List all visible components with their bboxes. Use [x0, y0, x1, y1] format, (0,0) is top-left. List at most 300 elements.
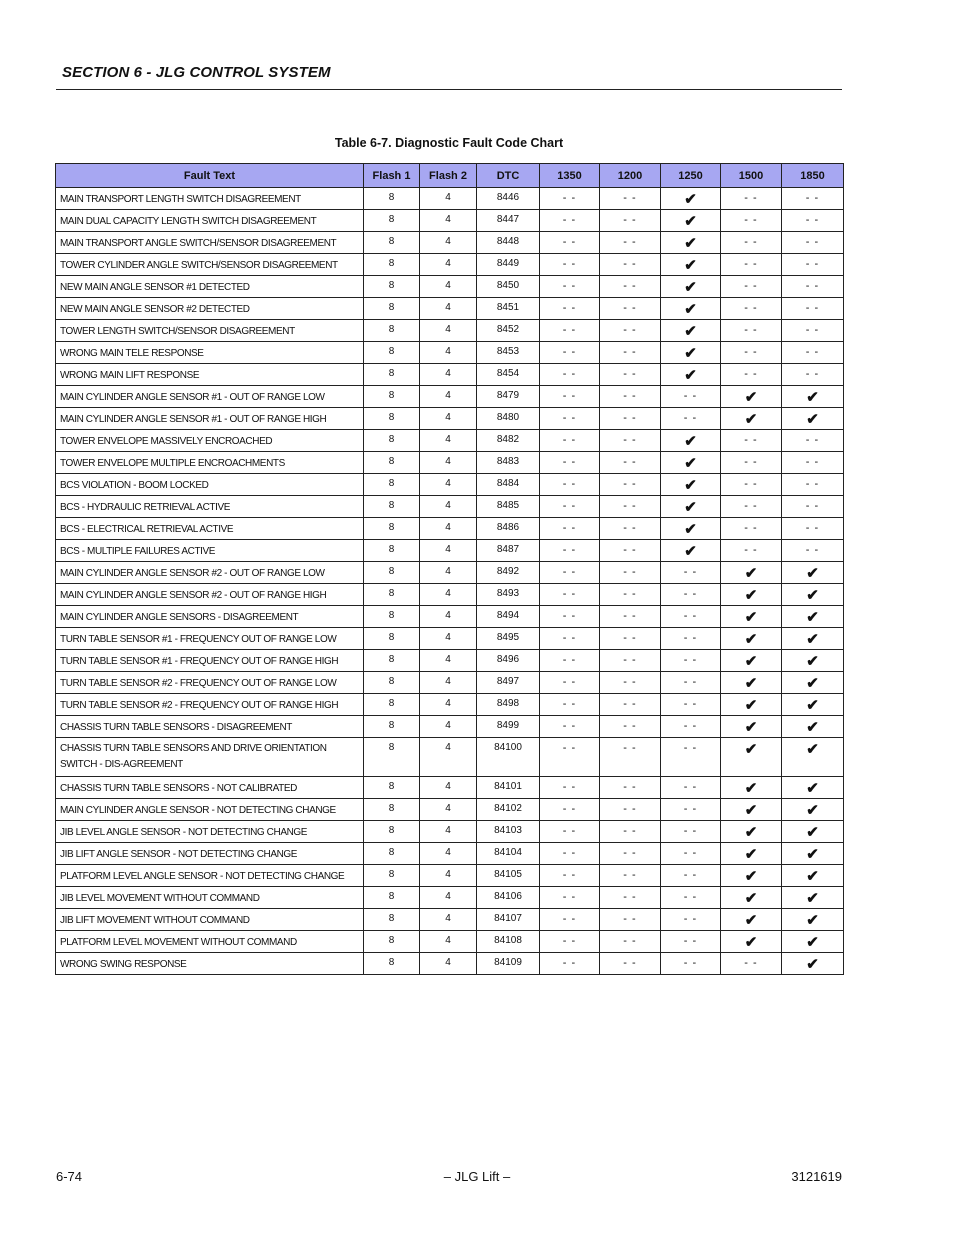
model-1250-cell	[661, 474, 721, 496]
model-1850-cell	[782, 887, 844, 909]
model-1850-cell	[782, 650, 844, 672]
model-1250-cell	[661, 628, 721, 650]
model-1200-cell	[600, 562, 661, 584]
table-row	[56, 909, 844, 931]
model-1350-cell	[540, 953, 600, 975]
checkmark-icon: ✔	[806, 824, 819, 841]
not-applicable-mark: - -	[744, 456, 758, 468]
table-row	[56, 738, 844, 777]
dtc-cell: 84108	[477, 931, 540, 953]
checkmark-icon: ✔	[744, 631, 758, 648]
model-1200-cell	[600, 386, 661, 408]
dtc-cell: 8495	[477, 628, 540, 650]
flash-1-cell: 8	[364, 210, 420, 232]
model-1500-cell	[721, 777, 782, 799]
not-applicable-mark: - -	[805, 544, 820, 556]
dtc-cell: 84106	[477, 887, 540, 909]
dtc-cell: 84101	[477, 777, 540, 799]
model-1250-cell	[661, 716, 721, 738]
model-1250-cell	[661, 386, 721, 408]
not-applicable-mark: - -	[744, 957, 758, 969]
flash-2-cell: 4	[420, 672, 477, 694]
table-row	[56, 430, 844, 452]
not-applicable-mark: - -	[744, 258, 758, 270]
model-1200-cell	[600, 342, 661, 364]
model-1200-cell	[600, 887, 661, 909]
model-1250-cell	[661, 738, 721, 777]
model-1500-cell	[721, 672, 782, 694]
flash-1-cell: 8	[364, 320, 420, 342]
flash-2-cell: 4	[420, 276, 477, 298]
not-applicable-mark: - -	[744, 346, 758, 358]
table-caption: Table 6-7. Diagnostic Fault Code Chart	[334, 136, 564, 150]
not-applicable-mark: - -	[623, 368, 637, 380]
model-1350-cell	[540, 386, 600, 408]
flash-1-cell: 8	[364, 298, 420, 320]
dtc-cell: 84107	[477, 909, 540, 931]
checkmark-icon: ✔	[684, 433, 697, 450]
flash-2-cell: 4	[420, 799, 477, 821]
model-1200-cell	[600, 188, 661, 210]
footer-brand: – JLG Lift –	[443, 1169, 511, 1184]
checkmark-icon: ✔	[806, 411, 819, 428]
model-1850-cell	[782, 821, 844, 843]
not-applicable-mark: - -	[805, 434, 820, 446]
not-applicable-mark: - -	[562, 803, 577, 815]
table-row	[56, 931, 844, 953]
dtc-cell: 84100	[477, 738, 540, 777]
flash-1-cell: 8	[364, 865, 420, 887]
flash-2-cell: 4	[420, 953, 477, 975]
column-header-1350: 1350	[540, 164, 600, 188]
table-row	[56, 606, 844, 628]
model-1350-cell	[540, 821, 600, 843]
model-1350-cell	[540, 430, 600, 452]
flash-1-cell: 8	[364, 738, 420, 777]
not-applicable-mark: - -	[623, 742, 637, 754]
fault-text-cell: TURN TABLE SENSOR #1 - FREQUENCY OUT OF RANGE HIGH	[56, 650, 364, 672]
model-1350-cell	[540, 865, 600, 887]
model-1500-cell	[721, 188, 782, 210]
table-row	[56, 276, 844, 298]
model-1850-cell	[782, 518, 844, 540]
not-applicable-mark: - -	[623, 588, 637, 600]
not-applicable-mark: - -	[683, 847, 698, 859]
checkmark-icon: ✔	[684, 499, 697, 516]
model-1500-cell	[721, 364, 782, 386]
model-1850-cell	[782, 386, 844, 408]
model-1350-cell	[540, 738, 600, 777]
model-1250-cell	[661, 540, 721, 562]
model-1200-cell	[600, 777, 661, 799]
checkmark-icon: ✔	[744, 411, 758, 428]
dtc-cell: 8453	[477, 342, 540, 364]
checkmark-icon: ✔	[684, 191, 697, 208]
dtc-cell: 8447	[477, 210, 540, 232]
not-applicable-mark: - -	[683, 654, 698, 666]
flash-2-cell: 4	[420, 843, 477, 865]
not-applicable-mark: - -	[562, 280, 577, 292]
not-applicable-mark: - -	[562, 781, 577, 793]
dtc-cell: 8482	[477, 430, 540, 452]
model-1850-cell	[782, 540, 844, 562]
model-1350-cell	[540, 342, 600, 364]
checkmark-icon: ✔	[806, 780, 819, 797]
flash-2-cell: 4	[420, 540, 477, 562]
flash-2-cell: 4	[420, 210, 477, 232]
model-1200-cell	[600, 408, 661, 430]
diagnostic-fault-code-table	[55, 163, 844, 975]
not-applicable-mark: - -	[683, 781, 698, 793]
table-row	[56, 650, 844, 672]
table-row	[56, 887, 844, 909]
fault-text-cell: TOWER LENGTH SWITCH/SENSOR DISAGREEMENT	[56, 320, 364, 342]
checkmark-icon: ✔	[744, 780, 758, 797]
table-row	[56, 342, 844, 364]
flash-1-cell: 8	[364, 408, 420, 430]
model-1250-cell	[661, 342, 721, 364]
not-applicable-mark: - -	[805, 258, 820, 270]
fault-text-cell: PLATFORM LEVEL ANGLE SENSOR - NOT DETECTING CHANGE	[56, 865, 364, 887]
fault-text-cell: CHASSIS TURN TABLE SENSORS - NOT CALIBRATED	[56, 777, 364, 799]
model-1850-cell	[782, 672, 844, 694]
model-1350-cell	[540, 562, 600, 584]
dtc-cell: 8492	[477, 562, 540, 584]
flash-1-cell: 8	[364, 386, 420, 408]
not-applicable-mark: - -	[744, 324, 758, 336]
model-1200-cell	[600, 953, 661, 975]
not-applicable-mark: - -	[683, 698, 698, 710]
table-row	[56, 210, 844, 232]
not-applicable-mark: - -	[562, 720, 577, 732]
model-1500-cell	[721, 799, 782, 821]
flash-2-cell: 4	[420, 320, 477, 342]
not-applicable-mark: - -	[744, 368, 758, 380]
not-applicable-mark: - -	[744, 302, 758, 314]
model-1500-cell	[721, 843, 782, 865]
model-1500-cell	[721, 606, 782, 628]
not-applicable-mark: - -	[623, 522, 637, 534]
model-1850-cell	[782, 909, 844, 931]
flash-2-cell: 4	[420, 474, 477, 496]
model-1200-cell	[600, 364, 661, 386]
not-applicable-mark: - -	[623, 390, 637, 402]
model-1200-cell	[600, 821, 661, 843]
model-1200-cell	[600, 540, 661, 562]
model-1350-cell	[540, 777, 600, 799]
checkmark-icon: ✔	[806, 587, 819, 604]
model-1350-cell	[540, 672, 600, 694]
model-1500-cell	[721, 496, 782, 518]
model-1200-cell	[600, 865, 661, 887]
model-1850-cell	[782, 430, 844, 452]
not-applicable-mark: - -	[562, 698, 577, 710]
dtc-cell: 8499	[477, 716, 540, 738]
model-1350-cell	[540, 716, 600, 738]
model-1850-cell	[782, 584, 844, 606]
not-applicable-mark: - -	[562, 368, 577, 380]
flash-1-cell: 8	[364, 909, 420, 931]
model-1200-cell	[600, 298, 661, 320]
table-row	[56, 474, 844, 496]
not-applicable-mark: - -	[623, 412, 637, 424]
column-header-1250: 1250	[661, 164, 721, 188]
not-applicable-mark: - -	[623, 676, 637, 688]
fault-text-cell: CHASSIS TURN TABLE SENSORS AND DRIVE ORIENTATION SWITCH - DIS-AGREEMENT	[56, 738, 364, 777]
model-1200-cell	[600, 232, 661, 254]
model-1350-cell	[540, 540, 600, 562]
page-number: 6-74	[56, 1169, 83, 1184]
not-applicable-mark: - -	[562, 957, 577, 969]
table-row	[56, 408, 844, 430]
not-applicable-mark: - -	[744, 192, 758, 204]
model-1850-cell	[782, 298, 844, 320]
dtc-cell: 8479	[477, 386, 540, 408]
checkmark-icon: ✔	[744, 719, 758, 736]
flash-2-cell: 4	[420, 931, 477, 953]
model-1500-cell	[721, 562, 782, 584]
flash-1-cell: 8	[364, 540, 420, 562]
flash-1-cell: 8	[364, 887, 420, 909]
dtc-cell: 8451	[477, 298, 540, 320]
not-applicable-mark: - -	[623, 500, 637, 512]
not-applicable-mark: - -	[562, 654, 577, 666]
table-row	[56, 298, 844, 320]
not-applicable-mark: - -	[805, 478, 820, 490]
model-1250-cell	[661, 650, 721, 672]
model-1850-cell	[782, 843, 844, 865]
not-applicable-mark: - -	[744, 236, 758, 248]
fault-text-cell: TOWER ENVELOPE MULTIPLE ENCROACHMENTS	[56, 452, 364, 474]
table-row	[56, 799, 844, 821]
model-1850-cell	[782, 865, 844, 887]
model-1250-cell	[661, 821, 721, 843]
not-applicable-mark: - -	[562, 478, 577, 490]
table-row	[56, 777, 844, 799]
fault-text-cell: MAIN CYLINDER ANGLE SENSOR - NOT DETECTING CHANGE	[56, 799, 364, 821]
not-applicable-mark: - -	[562, 302, 577, 314]
not-applicable-mark: - -	[623, 935, 637, 947]
fault-text-cell: MAIN CYLINDER ANGLE SENSOR #1 - OUT OF RANGE HIGH	[56, 408, 364, 430]
fault-text-cell: TOWER ENVELOPE MASSIVELY ENCROACHED	[56, 430, 364, 452]
model-1250-cell	[661, 931, 721, 953]
not-applicable-mark: - -	[683, 891, 698, 903]
flash-1-cell: 8	[364, 716, 420, 738]
model-1250-cell	[661, 909, 721, 931]
table-row	[56, 540, 844, 562]
model-1500-cell	[721, 474, 782, 496]
model-1350-cell	[540, 254, 600, 276]
checkmark-icon: ✔	[684, 257, 697, 274]
model-1850-cell	[782, 799, 844, 821]
not-applicable-mark: - -	[562, 500, 577, 512]
checkmark-icon: ✔	[806, 697, 819, 714]
model-1850-cell	[782, 364, 844, 386]
not-applicable-mark: - -	[805, 192, 820, 204]
not-applicable-mark: - -	[805, 236, 820, 248]
model-1500-cell	[721, 298, 782, 320]
not-applicable-mark: - -	[562, 522, 577, 534]
model-1250-cell	[661, 694, 721, 716]
model-1200-cell	[600, 843, 661, 865]
flash-1-cell: 8	[364, 254, 420, 276]
not-applicable-mark: - -	[744, 478, 758, 490]
not-applicable-mark: - -	[683, 610, 698, 622]
table-body	[56, 188, 844, 975]
model-1850-cell	[782, 474, 844, 496]
model-1350-cell	[540, 799, 600, 821]
model-1850-cell	[782, 606, 844, 628]
model-1500-cell	[721, 254, 782, 276]
not-applicable-mark: - -	[623, 957, 637, 969]
checkmark-icon: ✔	[806, 675, 819, 692]
checkmark-icon: ✔	[684, 477, 697, 494]
checkmark-icon: ✔	[806, 565, 819, 582]
dtc-cell: 8497	[477, 672, 540, 694]
model-1250-cell	[661, 298, 721, 320]
flash-1-cell: 8	[364, 364, 420, 386]
model-1500-cell	[721, 232, 782, 254]
flash-1-cell: 8	[364, 496, 420, 518]
not-applicable-mark: - -	[683, 566, 698, 578]
flash-2-cell: 4	[420, 188, 477, 210]
checkmark-icon: ✔	[744, 675, 758, 692]
model-1250-cell	[661, 843, 721, 865]
not-applicable-mark: - -	[623, 236, 637, 248]
fault-text-cell: TURN TABLE SENSOR #1 - FREQUENCY OUT OF RANGE LOW	[56, 628, 364, 650]
column-header-fault-text: Fault Text	[56, 164, 364, 188]
fault-text-cell: MAIN TRANSPORT LENGTH SWITCH DISAGREEMENT	[56, 188, 364, 210]
flash-1-cell: 8	[364, 606, 420, 628]
table-row	[56, 953, 844, 975]
flash-1-cell: 8	[364, 843, 420, 865]
flash-1-cell: 8	[364, 474, 420, 496]
model-1500-cell	[721, 540, 782, 562]
dtc-cell: 8450	[477, 276, 540, 298]
model-1200-cell	[600, 320, 661, 342]
model-1850-cell	[782, 716, 844, 738]
dtc-cell: 8480	[477, 408, 540, 430]
model-1250-cell	[661, 887, 721, 909]
model-1200-cell	[600, 452, 661, 474]
model-1250-cell	[661, 408, 721, 430]
checkmark-icon: ✔	[744, 565, 758, 582]
flash-1-cell: 8	[364, 430, 420, 452]
model-1500-cell	[721, 584, 782, 606]
model-1250-cell	[661, 672, 721, 694]
model-1250-cell	[661, 865, 721, 887]
not-applicable-mark: - -	[744, 280, 758, 292]
not-applicable-mark: - -	[683, 935, 698, 947]
flash-2-cell: 4	[420, 650, 477, 672]
model-1200-cell	[600, 799, 661, 821]
table-row	[56, 386, 844, 408]
checkmark-icon: ✔	[806, 890, 819, 907]
model-1350-cell	[540, 364, 600, 386]
model-1850-cell	[782, 188, 844, 210]
flash-2-cell: 4	[420, 562, 477, 584]
dtc-cell: 8493	[477, 584, 540, 606]
not-applicable-mark: - -	[623, 544, 637, 556]
checkmark-icon: ✔	[806, 653, 819, 670]
not-applicable-mark: - -	[562, 825, 577, 837]
fault-text-cell: JIB LEVEL ANGLE SENSOR - NOT DETECTING CHANGE	[56, 821, 364, 843]
flash-1-cell: 8	[364, 821, 420, 843]
flash-2-cell: 4	[420, 254, 477, 276]
column-header-1850: 1850	[782, 164, 844, 188]
not-applicable-mark: - -	[623, 698, 637, 710]
fault-text-cell: JIB LIFT ANGLE SENSOR - NOT DETECTING CHANGE	[56, 843, 364, 865]
not-applicable-mark: - -	[623, 214, 637, 226]
model-1500-cell	[721, 628, 782, 650]
not-applicable-mark: - -	[623, 891, 637, 903]
model-1500-cell	[721, 909, 782, 931]
not-applicable-mark: - -	[805, 324, 820, 336]
model-1850-cell	[782, 931, 844, 953]
not-applicable-mark: - -	[562, 544, 577, 556]
table-row	[56, 562, 844, 584]
model-1850-cell	[782, 953, 844, 975]
model-1350-cell	[540, 694, 600, 716]
checkmark-icon: ✔	[744, 912, 758, 929]
checkmark-icon: ✔	[744, 653, 758, 670]
not-applicable-mark: - -	[623, 456, 637, 468]
not-applicable-mark: - -	[562, 891, 577, 903]
model-1850-cell	[782, 342, 844, 364]
fault-text-cell: MAIN DUAL CAPACITY LENGTH SWITCH DISAGREEMENT	[56, 210, 364, 232]
not-applicable-mark: - -	[562, 346, 577, 358]
model-1200-cell	[600, 518, 661, 540]
checkmark-icon: ✔	[744, 389, 758, 406]
model-1500-cell	[721, 518, 782, 540]
model-1350-cell	[540, 931, 600, 953]
not-applicable-mark: - -	[623, 913, 637, 925]
fault-text-cell: BCS - MULTIPLE FAILURES ACTIVE	[56, 540, 364, 562]
dtc-cell: 8454	[477, 364, 540, 386]
model-1200-cell	[600, 254, 661, 276]
dtc-cell: 84103	[477, 821, 540, 843]
model-1850-cell	[782, 562, 844, 584]
dtc-cell: 84109	[477, 953, 540, 975]
model-1200-cell	[600, 931, 661, 953]
checkmark-icon: ✔	[806, 912, 819, 929]
not-applicable-mark: - -	[623, 654, 637, 666]
not-applicable-mark: - -	[623, 566, 637, 578]
not-applicable-mark: - -	[562, 676, 577, 688]
model-1500-cell	[721, 408, 782, 430]
model-1200-cell	[600, 606, 661, 628]
section-title: SECTION 6 - JLG CONTROL SYSTEM	[62, 64, 331, 81]
checkmark-icon: ✔	[684, 521, 697, 538]
model-1350-cell	[540, 210, 600, 232]
model-1250-cell	[661, 606, 721, 628]
not-applicable-mark: - -	[805, 522, 820, 534]
not-applicable-mark: - -	[683, 588, 698, 600]
checkmark-icon: ✔	[806, 719, 819, 736]
flash-2-cell: 4	[420, 865, 477, 887]
table-row	[56, 716, 844, 738]
not-applicable-mark: - -	[562, 588, 577, 600]
model-1850-cell	[782, 738, 844, 777]
flash-2-cell: 4	[420, 518, 477, 540]
model-1500-cell	[721, 320, 782, 342]
not-applicable-mark: - -	[562, 913, 577, 925]
not-applicable-mark: - -	[683, 676, 698, 688]
model-1350-cell	[540, 474, 600, 496]
flash-2-cell: 4	[420, 777, 477, 799]
flash-2-cell: 4	[420, 584, 477, 606]
checkmark-icon: ✔	[806, 741, 819, 758]
